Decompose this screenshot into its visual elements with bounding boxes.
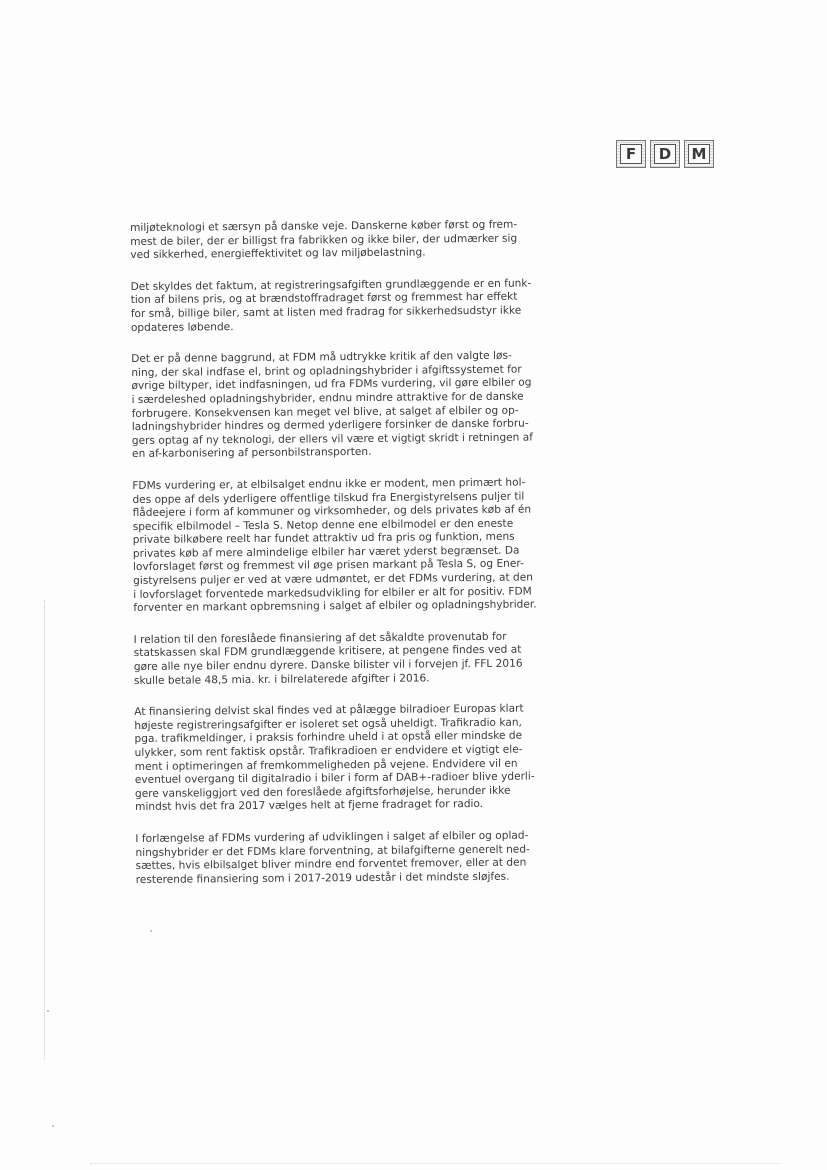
text-line: FDMs vurdering er, at elbilsalget endnu ikke er modent, men primært hol- [132,476,526,492]
logo-letter-m: M [688,144,710,164]
text-line: i lovforslaget forventede markedsudvikling for elbiler er alt for positiv. FDM [133,585,532,601]
text-line: miljøteknologi et særsyn på danske veje. Danskerne køber først og frem- [130,218,518,234]
text-line: eventuel overgang til digitalradio i biler i form af DAB+-radioer blive yderli- [134,770,535,787]
text-line: privates køb af mere almindelige elbiler har været yderst begrænset. Da [132,544,520,560]
text-line: Det er på denne baggrund, at FDM må udtrykke kritik af den valgte løs- [131,349,512,366]
text-line: pga. trafikmeldinger, i praksis forhindre uheld i at opstå eller mindske de [134,730,523,746]
letter-body [130,218,606,905]
text-line: en af-karbonisering af personbilstransporten. [131,446,372,461]
paragraph-4 [132,476,603,616]
logo-letter-d: D [654,144,676,164]
text-line: højeste registreringsafgifter er isoleret set også uheldigt. Trafikradio kan, [134,716,522,732]
text-line: forventer en markant opbremsning i salget af elbiler og opladningshybrider. [133,598,537,615]
paragraph-6 [134,702,605,815]
text-line: specifik elbilmodel – Tesla S. Netop denne ene elbilmodel er den eneste [132,517,514,533]
text-line: gers optag af ny teknologi, der ellers vil være et vigtigt skridt i retningen af [131,431,534,447]
paragraph-5 [134,630,604,688]
text-line: statskassen skal FDM grundlæggende kritisere, at pengene findes ved at [133,644,522,660]
text-line: flådeejere i form af kommuner og virksomheder, og dels privates køb af én [132,503,532,520]
text-line: forbrugere. Konsekvensen kan meget vel blive, at salget af elbiler og op- [131,404,519,420]
text-line: skulle betale 48,5 mia. kr. i bilrelaterede afgifter i 2016. [133,672,430,687]
text-line: ningshybrider er det FDMs klare forventning, at bilafgifterne generelt ned- [135,843,530,859]
text-line: sættes, hvis elbilsalget bliver mindre end forventet fremover, eller at den [135,856,527,873]
text-line: mindst hvis det fra 2017 vælges helt at fjerne fradraget for radio. [135,798,484,814]
logo-letter-d-box [650,140,680,168]
text-line: øvrige biltyper, idet indfasningen, ud fra FDMs vurdering, vil gøre elbiler og [131,376,532,393]
text-line: Det skyldes det faktum, at registreringsafgiften grundlæggende er en funk- [130,277,532,293]
logo-letter-f: F [620,144,642,164]
text-line: ladningshybrider hindres og dermed yderligere forsinker de danske forbru- [131,417,529,434]
text-line: private bilkøbere reelt har fundet attraktiv ud fra pris og funktion, mens [132,530,515,547]
text-line: lovforslaget først og fremmest vil øge prisen markant på Tesla S, og Ener- [132,558,524,574]
text-line: tion af bilens pris, og at brændstoffradraget først og fremmest har effekt [130,290,518,307]
text-line: I forlængelse af FDMs vurdering af udviklingen i salget af elbiler og oplad- [135,829,529,845]
logo-letter-f-box [616,140,646,168]
logo-letter-m-box [684,140,714,168]
text-line: gistyrelsens puljer er ved at være udmøntet, er det FDMs vurdering, at den [133,571,534,588]
text-line: gere vanskeliggjort ved den foreslåede afgiftsforhøjelse, herunder ikke [134,784,511,800]
text-line: ved sikkerhed, energieffektivitet og lav miljøbelastning. [130,246,426,262]
paragraph-3 [131,349,602,462]
text-line: I relation til den foreslåede finansiering af det såkaldte provenutab for [133,630,507,646]
text-line: mest de biler, der er billigst fra fabrikken og ikke biler, der udmærker sig [130,232,518,248]
text-line: i særdeleshed opladningshybrider, endnu mindre attraktive for de danske [131,390,524,406]
scan-margin-marks [44,600,47,1060]
text-line: ulykker, som rent faktisk opstår. Trafikradioen er endvidere et vigtigt ele- [134,743,523,759]
text-line: opdateres løbende. [130,320,234,334]
text-line: ment i optimeringen af fremkommeligheden på vejene. Endvidere vil en [134,757,518,773]
paragraph-1 [130,218,600,263]
scan-speck [47,1010,49,1012]
text-line: gøre alle nye biler endnu dyrere. Danske bilister vil i forvejen jf. FFL 2016 [133,657,523,674]
fdm-logo [616,140,714,168]
scan-speck [52,1125,54,1127]
scan-bottom-edge [90,1163,780,1164]
text-line: resterende finansiering som i 2017-2019 udestår i det mindste sløjfes. [135,870,510,886]
text-line: ning, der skal indfase el, brint og opladningshybrider i afgiftssystemet for [131,363,522,379]
text-line: des oppe af dels yderligere offentlige tilskud fra Energistyrelsens puljer til [132,490,525,506]
text-line: At finansiering delvist skal findes ved at pålægge bilradioer Europas klart [134,702,524,719]
paragraph-7 [135,829,605,887]
scan-speck [150,930,152,932]
paragraph-2 [131,277,601,335]
text-line: for små, billige biler, samt at listen med fradrag for sikkerhedsudstyr ikke [130,304,522,320]
